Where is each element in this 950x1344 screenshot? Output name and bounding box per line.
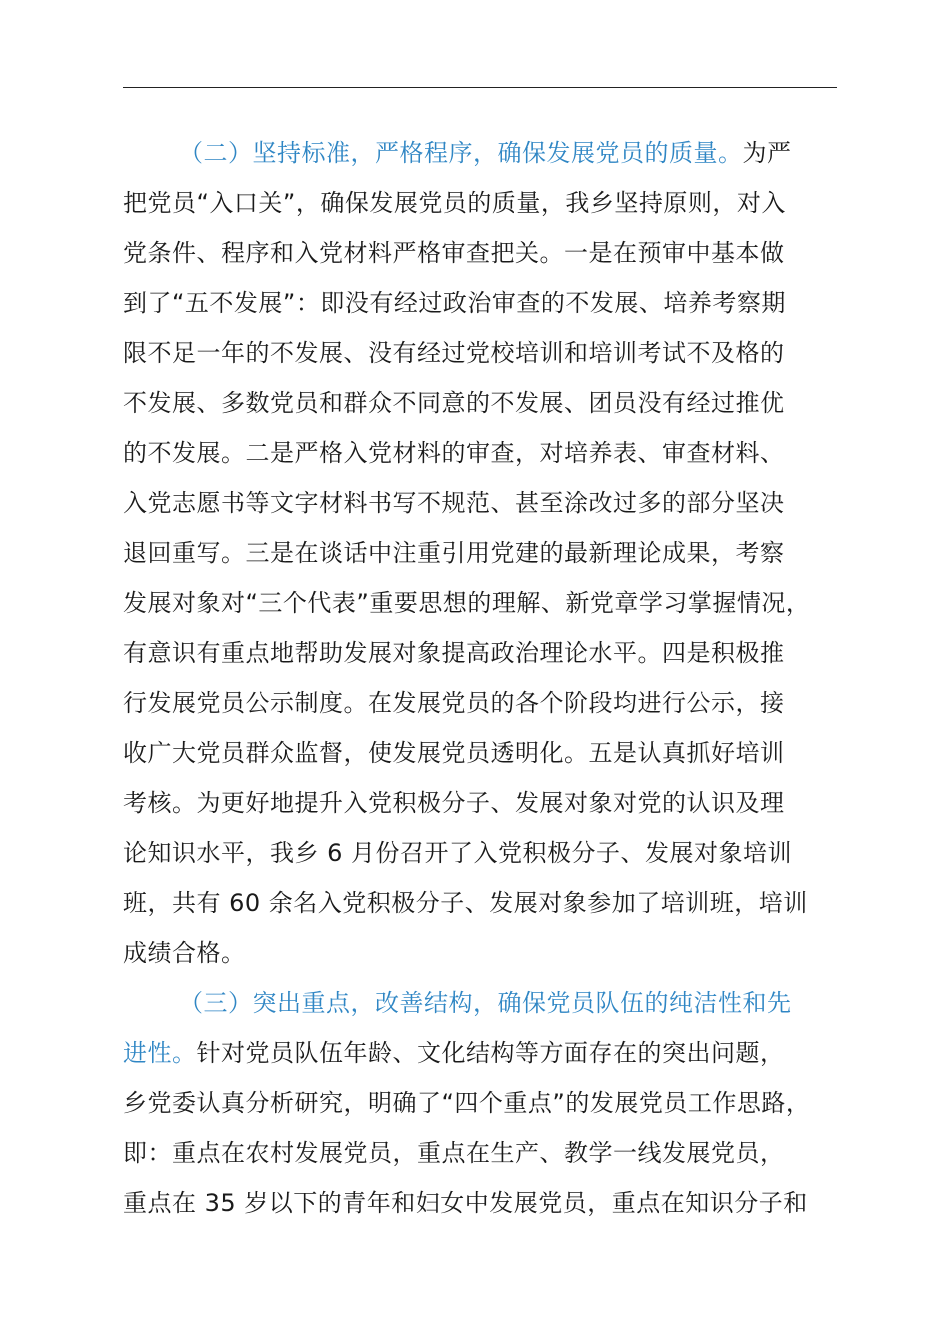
paragraph-line: 限不足一年的不发展、没有经过党校培训和培训考试不及格的 <box>123 339 785 367</box>
paragraph-line: 重点在 35 岁以下的青年和妇女中发展党员，重点在知识分子和 <box>123 1189 808 1217</box>
paragraph-line: 即：重点在农村发展党员，重点在生产、教学一线发展党员， <box>123 1139 785 1167</box>
paragraph-line: 到了“五不发展”：即没有经过政治审查的不发展、培养考察期 <box>123 289 786 317</box>
paragraph-line: 入党志愿书等文字材料书写不规范、甚至涂改过多的部分坚决 <box>123 489 785 517</box>
paragraph-line: 不发展、多数党员和群众不同意的不发展、团员没有经过推优 <box>123 389 785 417</box>
paragraph-line: 乡党委认真分析研究，明确了“四个重点”的发展党员工作思路， <box>123 1089 811 1117</box>
paragraph-line: 退回重写。三是在谈话中注重引用党建的最新理论成果，考察 <box>123 539 785 567</box>
paragraph-text: 针对党员队伍年龄、文化结构等方面存在的突出问题， <box>196 1039 785 1067</box>
paragraph-line: 论知识水平，我乡 6 月份召开了入党积极分子、发展对象培训 <box>123 839 793 867</box>
paragraph-line: 行发展党员公示制度。在发展党员的各个阶段均进行公示，接 <box>123 689 785 717</box>
paragraph-line: 有意识有重点地帮助发展对象提高政治理论水平。四是积极推 <box>123 639 785 667</box>
paragraph-line: 的不发展。二是严格入党材料的审查，对培养表、审查材料、 <box>123 439 785 467</box>
paragraph-line: 把党员“入口关”，确保发展党员的质量，我乡坚持原则，对入 <box>123 189 786 217</box>
section-heading: （三）突出重点，改善结构，确保党员队伍的纯洁性和先 <box>179 989 792 1017</box>
paragraph-line <box>123 128 861 178</box>
section-heading-end: 进性。 <box>123 1039 197 1067</box>
paragraph-line: 收广大党员群众监督，使发展党员透明化。五是认真抓好培训 <box>123 739 785 767</box>
body-text <box>123 128 861 1228</box>
paragraph-text: 为严 <box>742 139 792 167</box>
section-heading: （二）坚持标准，严格程序，确保发展党员的质量。 <box>179 139 743 167</box>
header-rule <box>123 87 837 88</box>
paragraph-line: 班，共有 60 余名入党积极分子、发展对象参加了培训班，培训 <box>123 889 808 917</box>
paragraph-line: 发展对象对“三个代表”重要思想的理解、新党章学习掌握情况， <box>123 589 811 617</box>
paragraph-line: 考核。为更好地提升入党积极分子、发展对象对党的认识及理 <box>123 789 785 817</box>
paragraph-line <box>123 1028 861 1078</box>
paragraph-line: 成绩合格。 <box>123 939 246 967</box>
paragraph-line: 党条件、程序和入党材料严格审查把关。一是在预审中基本做 <box>123 239 785 267</box>
